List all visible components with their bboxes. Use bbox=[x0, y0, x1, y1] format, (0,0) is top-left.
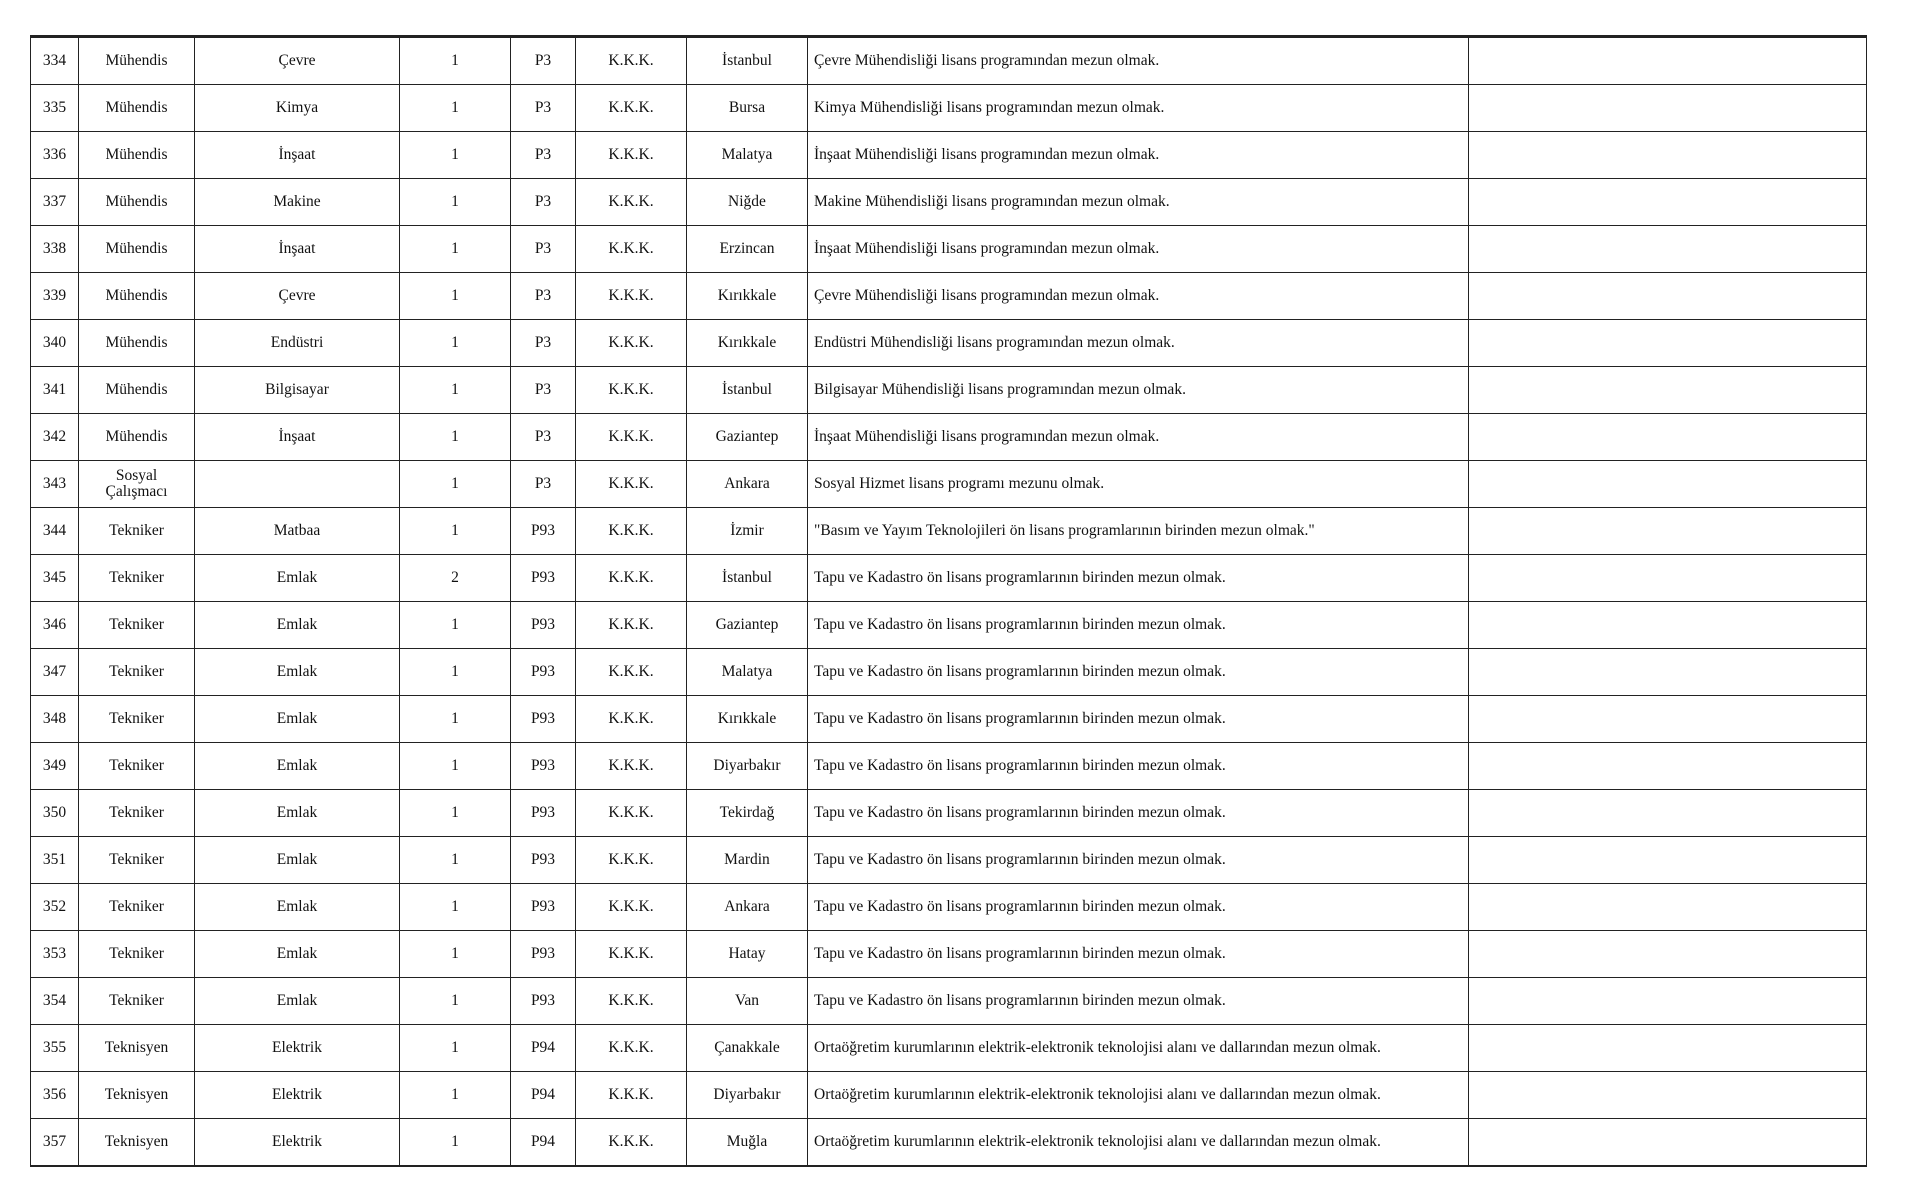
cell-note bbox=[1469, 1119, 1867, 1167]
cell-row-number: 350 bbox=[31, 790, 79, 837]
cell-field: Emlak bbox=[195, 602, 400, 649]
cell-quota-type: K.K.K. bbox=[576, 461, 687, 508]
cell-field: Matbaa bbox=[195, 508, 400, 555]
cell-note bbox=[1469, 320, 1867, 367]
cell-quota-type: K.K.K. bbox=[576, 602, 687, 649]
cell-position-title: Teknisyen bbox=[79, 1025, 195, 1072]
cell-quota-count: 1 bbox=[400, 508, 511, 555]
cell-position-title: Sosyal Çalışmacı bbox=[79, 461, 195, 508]
table-row bbox=[31, 508, 1867, 555]
cell-position-title: Tekniker bbox=[79, 837, 195, 884]
cell-row-number: 354 bbox=[31, 978, 79, 1025]
cell-position-title: Tekniker bbox=[79, 884, 195, 931]
cell-note bbox=[1469, 696, 1867, 743]
table-row bbox=[31, 179, 1867, 226]
cell-quota-count: 1 bbox=[400, 649, 511, 696]
table-row bbox=[31, 743, 1867, 790]
table-row bbox=[31, 85, 1867, 132]
cell-row-number: 346 bbox=[31, 602, 79, 649]
cell-quota-type: K.K.K. bbox=[576, 508, 687, 555]
cell-field: Emlak bbox=[195, 931, 400, 978]
cell-note bbox=[1469, 414, 1867, 461]
table-row bbox=[31, 132, 1867, 179]
cell-field: Elektrik bbox=[195, 1072, 400, 1119]
cell-note bbox=[1469, 1072, 1867, 1119]
cell-city: Diyarbakır bbox=[687, 743, 808, 790]
cell-field: Kimya bbox=[195, 85, 400, 132]
cell-note bbox=[1469, 978, 1867, 1025]
cell-field: Emlak bbox=[195, 696, 400, 743]
cell-row-number: 339 bbox=[31, 273, 79, 320]
cell-quota-type: K.K.K. bbox=[576, 555, 687, 602]
cell-row-number: 334 bbox=[31, 37, 79, 85]
cell-score-type: P3 bbox=[511, 320, 576, 367]
cell-city: Hatay bbox=[687, 931, 808, 978]
cell-field: Elektrik bbox=[195, 1025, 400, 1072]
cell-note bbox=[1469, 884, 1867, 931]
cell-row-number: 352 bbox=[31, 884, 79, 931]
cell-score-type: P93 bbox=[511, 602, 576, 649]
cell-field: Emlak bbox=[195, 884, 400, 931]
cell-requirement: Tapu ve Kadastro ön lisans programlarının birinden mezun olmak. bbox=[808, 649, 1469, 696]
cell-quota-count: 1 bbox=[400, 978, 511, 1025]
cell-quota-type: K.K.K. bbox=[576, 790, 687, 837]
cell-note bbox=[1469, 1025, 1867, 1072]
cell-note bbox=[1469, 461, 1867, 508]
cell-field: Emlak bbox=[195, 555, 400, 602]
cell-quota-type: K.K.K. bbox=[576, 696, 687, 743]
cell-score-type: P93 bbox=[511, 978, 576, 1025]
cell-row-number: 341 bbox=[31, 367, 79, 414]
cell-quota-type: K.K.K. bbox=[576, 1072, 687, 1119]
cell-city: İstanbul bbox=[687, 367, 808, 414]
cell-position-title: Teknisyen bbox=[79, 1119, 195, 1167]
cell-field: Emlak bbox=[195, 649, 400, 696]
cell-requirement: Ortaöğretim kurumlarının elektrik-elektronik teknolojisi alanı ve dallarından mezun olmak. bbox=[808, 1025, 1469, 1072]
cell-score-type: P93 bbox=[511, 649, 576, 696]
cell-position-title: Mühendis bbox=[79, 226, 195, 273]
table-row bbox=[31, 273, 1867, 320]
table-row bbox=[31, 837, 1867, 884]
cell-requirement: Çevre Mühendisliği lisans programından mezun olmak. bbox=[808, 37, 1469, 85]
cell-row-number: 336 bbox=[31, 132, 79, 179]
cell-quota-count: 1 bbox=[400, 884, 511, 931]
cell-quota-count: 1 bbox=[400, 837, 511, 884]
cell-field: Bilgisayar bbox=[195, 367, 400, 414]
cell-field: İnşaat bbox=[195, 132, 400, 179]
cell-score-type: P94 bbox=[511, 1025, 576, 1072]
cell-requirement: Tapu ve Kadastro ön lisans programlarının birinden mezun olmak. bbox=[808, 837, 1469, 884]
cell-quota-count: 1 bbox=[400, 367, 511, 414]
cell-score-type: P93 bbox=[511, 743, 576, 790]
cell-requirement: Endüstri Mühendisliği lisans programından mezun olmak. bbox=[808, 320, 1469, 367]
cell-city: Bursa bbox=[687, 85, 808, 132]
cell-quota-count: 1 bbox=[400, 931, 511, 978]
cell-quota-count: 1 bbox=[400, 132, 511, 179]
cell-quota-count: 2 bbox=[400, 555, 511, 602]
cell-position-title: Tekniker bbox=[79, 602, 195, 649]
cell-requirement: Çevre Mühendisliği lisans programından mezun olmak. bbox=[808, 273, 1469, 320]
cell-quota-count: 1 bbox=[400, 602, 511, 649]
table-row bbox=[31, 226, 1867, 273]
cell-requirement: Tapu ve Kadastro ön lisans programlarının birinden mezun olmak. bbox=[808, 743, 1469, 790]
table-row bbox=[31, 1072, 1867, 1119]
cell-field: Makine bbox=[195, 179, 400, 226]
cell-position-title: Mühendis bbox=[79, 85, 195, 132]
cell-row-number: 355 bbox=[31, 1025, 79, 1072]
cell-score-type: P93 bbox=[511, 931, 576, 978]
cell-quota-count: 1 bbox=[400, 743, 511, 790]
cell-score-type: P3 bbox=[511, 273, 576, 320]
cell-requirement: Tapu ve Kadastro ön lisans programlarının birinden mezun olmak. bbox=[808, 978, 1469, 1025]
cell-requirement: İnşaat Mühendisliği lisans programından mezun olmak. bbox=[808, 226, 1469, 273]
cell-quota-count: 1 bbox=[400, 179, 511, 226]
cell-note bbox=[1469, 273, 1867, 320]
cell-city: Çanakkale bbox=[687, 1025, 808, 1072]
cell-row-number: 349 bbox=[31, 743, 79, 790]
cell-note bbox=[1469, 179, 1867, 226]
cell-requirement: Tapu ve Kadastro ön lisans programlarının birinden mezun olmak. bbox=[808, 931, 1469, 978]
cell-city: Malatya bbox=[687, 132, 808, 179]
cell-score-type: P3 bbox=[511, 132, 576, 179]
cell-position-title: Tekniker bbox=[79, 743, 195, 790]
table-row bbox=[31, 37, 1867, 85]
cell-quota-type: K.K.K. bbox=[576, 884, 687, 931]
cell-city: Muğla bbox=[687, 1119, 808, 1167]
cell-requirement: Ortaöğretim kurumlarının elektrik-elektronik teknolojisi alanı ve dallarından mezun olmak. bbox=[808, 1072, 1469, 1119]
cell-requirement: "Basım ve Yayım Teknolojileri ön lisans programlarının birinden mezun olmak." bbox=[808, 508, 1469, 555]
table-row bbox=[31, 461, 1867, 508]
cell-position-title: Mühendis bbox=[79, 320, 195, 367]
table-row bbox=[31, 649, 1867, 696]
cell-score-type: P3 bbox=[511, 414, 576, 461]
table-row bbox=[31, 931, 1867, 978]
cell-score-type: P93 bbox=[511, 837, 576, 884]
cell-note bbox=[1469, 931, 1867, 978]
cell-row-number: 342 bbox=[31, 414, 79, 461]
cell-field: İnşaat bbox=[195, 414, 400, 461]
cell-quota-type: K.K.K. bbox=[576, 320, 687, 367]
cell-row-number: 340 bbox=[31, 320, 79, 367]
cell-quota-count: 1 bbox=[400, 1119, 511, 1167]
cell-quota-type: K.K.K. bbox=[576, 931, 687, 978]
table-row bbox=[31, 696, 1867, 743]
cell-city: Kırıkkale bbox=[687, 320, 808, 367]
cell-position-title: Tekniker bbox=[79, 978, 195, 1025]
cell-position-title: Tekniker bbox=[79, 696, 195, 743]
cell-score-type: P93 bbox=[511, 508, 576, 555]
cell-position-title: Mühendis bbox=[79, 273, 195, 320]
table-row bbox=[31, 367, 1867, 414]
table-row bbox=[31, 320, 1867, 367]
table-row bbox=[31, 1119, 1867, 1167]
cell-city: Niğde bbox=[687, 179, 808, 226]
cell-row-number: 347 bbox=[31, 649, 79, 696]
cell-quota-type: K.K.K. bbox=[576, 37, 687, 85]
cell-requirement: Tapu ve Kadastro ön lisans programlarının birinden mezun olmak. bbox=[808, 555, 1469, 602]
cell-score-type: P3 bbox=[511, 367, 576, 414]
cell-requirement: Tapu ve Kadastro ön lisans programlarının birinden mezun olmak. bbox=[808, 790, 1469, 837]
table-row bbox=[31, 1025, 1867, 1072]
cell-position-title: Mühendis bbox=[79, 414, 195, 461]
cell-note bbox=[1469, 790, 1867, 837]
cell-row-number: 348 bbox=[31, 696, 79, 743]
cell-score-type: P3 bbox=[511, 461, 576, 508]
cell-field bbox=[195, 461, 400, 508]
table-body bbox=[31, 37, 1867, 1167]
cell-requirement: Sosyal Hizmet lisans programı mezunu olmak. bbox=[808, 461, 1469, 508]
cell-note bbox=[1469, 837, 1867, 884]
cell-score-type: P94 bbox=[511, 1119, 576, 1167]
cell-city: Erzincan bbox=[687, 226, 808, 273]
cell-requirement: Makine Mühendisliği lisans programından mezun olmak. bbox=[808, 179, 1469, 226]
cell-position-title: Tekniker bbox=[79, 508, 195, 555]
cell-requirement: Tapu ve Kadastro ön lisans programlarının birinden mezun olmak. bbox=[808, 696, 1469, 743]
cell-row-number: 353 bbox=[31, 931, 79, 978]
cell-field: Endüstri bbox=[195, 320, 400, 367]
cell-field: Çevre bbox=[195, 37, 400, 85]
cell-city: Gaziantep bbox=[687, 602, 808, 649]
cell-note bbox=[1469, 226, 1867, 273]
cell-row-number: 337 bbox=[31, 179, 79, 226]
cell-position-title: Mühendis bbox=[79, 179, 195, 226]
cell-quota-type: K.K.K. bbox=[576, 414, 687, 461]
cell-quota-type: K.K.K. bbox=[576, 743, 687, 790]
cell-city: Kırıkkale bbox=[687, 696, 808, 743]
cell-quota-count: 1 bbox=[400, 696, 511, 743]
cell-position-title: Tekniker bbox=[79, 790, 195, 837]
cell-row-number: 345 bbox=[31, 555, 79, 602]
cell-requirement: Tapu ve Kadastro ön lisans programlarının birinden mezun olmak. bbox=[808, 602, 1469, 649]
cell-city: İzmir bbox=[687, 508, 808, 555]
cell-quota-type: K.K.K. bbox=[576, 226, 687, 273]
cell-row-number: 357 bbox=[31, 1119, 79, 1167]
cell-position-title: Mühendis bbox=[79, 37, 195, 85]
cell-score-type: P3 bbox=[511, 85, 576, 132]
cell-quota-count: 1 bbox=[400, 320, 511, 367]
cell-quota-count: 1 bbox=[400, 85, 511, 132]
cell-quota-count: 1 bbox=[400, 461, 511, 508]
table-row bbox=[31, 602, 1867, 649]
cell-score-type: P93 bbox=[511, 884, 576, 931]
table-row bbox=[31, 978, 1867, 1025]
cell-row-number: 351 bbox=[31, 837, 79, 884]
table-row bbox=[31, 555, 1867, 602]
cell-quota-type: K.K.K. bbox=[576, 367, 687, 414]
cell-quota-count: 1 bbox=[400, 1072, 511, 1119]
table-row bbox=[31, 790, 1867, 837]
cell-requirement: Ortaöğretim kurumlarının elektrik-elektronik teknolojisi alanı ve dallarından mezun olmak. bbox=[808, 1119, 1469, 1167]
table-row bbox=[31, 884, 1867, 931]
cell-city: Malatya bbox=[687, 649, 808, 696]
cell-city: Tekirdağ bbox=[687, 790, 808, 837]
cell-note bbox=[1469, 508, 1867, 555]
cell-field: Elektrik bbox=[195, 1119, 400, 1167]
cell-requirement: İnşaat Mühendisliği lisans programından mezun olmak. bbox=[808, 132, 1469, 179]
cell-city: Gaziantep bbox=[687, 414, 808, 461]
cell-quota-type: K.K.K. bbox=[576, 1119, 687, 1167]
cell-score-type: P93 bbox=[511, 696, 576, 743]
cell-position-title: Teknisyen bbox=[79, 1072, 195, 1119]
cell-quota-type: K.K.K. bbox=[576, 132, 687, 179]
cell-row-number: 343 bbox=[31, 461, 79, 508]
cell-quota-type: K.K.K. bbox=[576, 978, 687, 1025]
cell-city: Van bbox=[687, 978, 808, 1025]
cell-city: Diyarbakır bbox=[687, 1072, 808, 1119]
cell-note bbox=[1469, 649, 1867, 696]
cell-requirement: Kimya Mühendisliği lisans programından mezun olmak. bbox=[808, 85, 1469, 132]
cell-note bbox=[1469, 37, 1867, 85]
cell-field: Emlak bbox=[195, 837, 400, 884]
cell-score-type: P3 bbox=[511, 226, 576, 273]
cell-position-title: Tekniker bbox=[79, 555, 195, 602]
cell-position-title: Mühendis bbox=[79, 132, 195, 179]
cell-note bbox=[1469, 555, 1867, 602]
cell-score-type: P94 bbox=[511, 1072, 576, 1119]
cell-field: Çevre bbox=[195, 273, 400, 320]
cell-score-type: P93 bbox=[511, 790, 576, 837]
cell-field: Emlak bbox=[195, 978, 400, 1025]
cell-field: Emlak bbox=[195, 790, 400, 837]
cell-position-title: Tekniker bbox=[79, 649, 195, 696]
cell-row-number: 335 bbox=[31, 85, 79, 132]
cell-row-number: 338 bbox=[31, 226, 79, 273]
cell-position-title: Tekniker bbox=[79, 931, 195, 978]
cell-note bbox=[1469, 602, 1867, 649]
cell-score-type: P3 bbox=[511, 179, 576, 226]
table-row bbox=[31, 414, 1867, 461]
cell-quota-count: 1 bbox=[400, 37, 511, 85]
cell-quota-type: K.K.K. bbox=[576, 1025, 687, 1072]
cell-city: Ankara bbox=[687, 461, 808, 508]
cell-city: Mardin bbox=[687, 837, 808, 884]
cell-quota-count: 1 bbox=[400, 1025, 511, 1072]
cell-quota-type: K.K.K. bbox=[576, 85, 687, 132]
cell-note bbox=[1469, 743, 1867, 790]
cell-city: Ankara bbox=[687, 884, 808, 931]
cell-quota-count: 1 bbox=[400, 790, 511, 837]
cell-quota-count: 1 bbox=[400, 226, 511, 273]
positions-table bbox=[30, 35, 1867, 1167]
cell-field: İnşaat bbox=[195, 226, 400, 273]
cell-quota-type: K.K.K. bbox=[576, 273, 687, 320]
cell-score-type: P3 bbox=[511, 37, 576, 85]
cell-city: İstanbul bbox=[687, 555, 808, 602]
cell-quota-count: 1 bbox=[400, 273, 511, 320]
cell-note bbox=[1469, 367, 1867, 414]
cell-note bbox=[1469, 85, 1867, 132]
cell-city: Kırıkkale bbox=[687, 273, 808, 320]
cell-score-type: P93 bbox=[511, 555, 576, 602]
cell-row-number: 356 bbox=[31, 1072, 79, 1119]
cell-quota-type: K.K.K. bbox=[576, 179, 687, 226]
cell-field: Emlak bbox=[195, 743, 400, 790]
cell-quota-count: 1 bbox=[400, 414, 511, 461]
cell-requirement: Tapu ve Kadastro ön lisans programlarının birinden mezun olmak. bbox=[808, 884, 1469, 931]
cell-requirement: Bilgisayar Mühendisliği lisans programından mezun olmak. bbox=[808, 367, 1469, 414]
cell-quota-type: K.K.K. bbox=[576, 837, 687, 884]
cell-note bbox=[1469, 132, 1867, 179]
cell-requirement: İnşaat Mühendisliği lisans programından mezun olmak. bbox=[808, 414, 1469, 461]
cell-position-title: Mühendis bbox=[79, 367, 195, 414]
cell-row-number: 344 bbox=[31, 508, 79, 555]
cell-quota-type: K.K.K. bbox=[576, 649, 687, 696]
cell-city: İstanbul bbox=[687, 37, 808, 85]
